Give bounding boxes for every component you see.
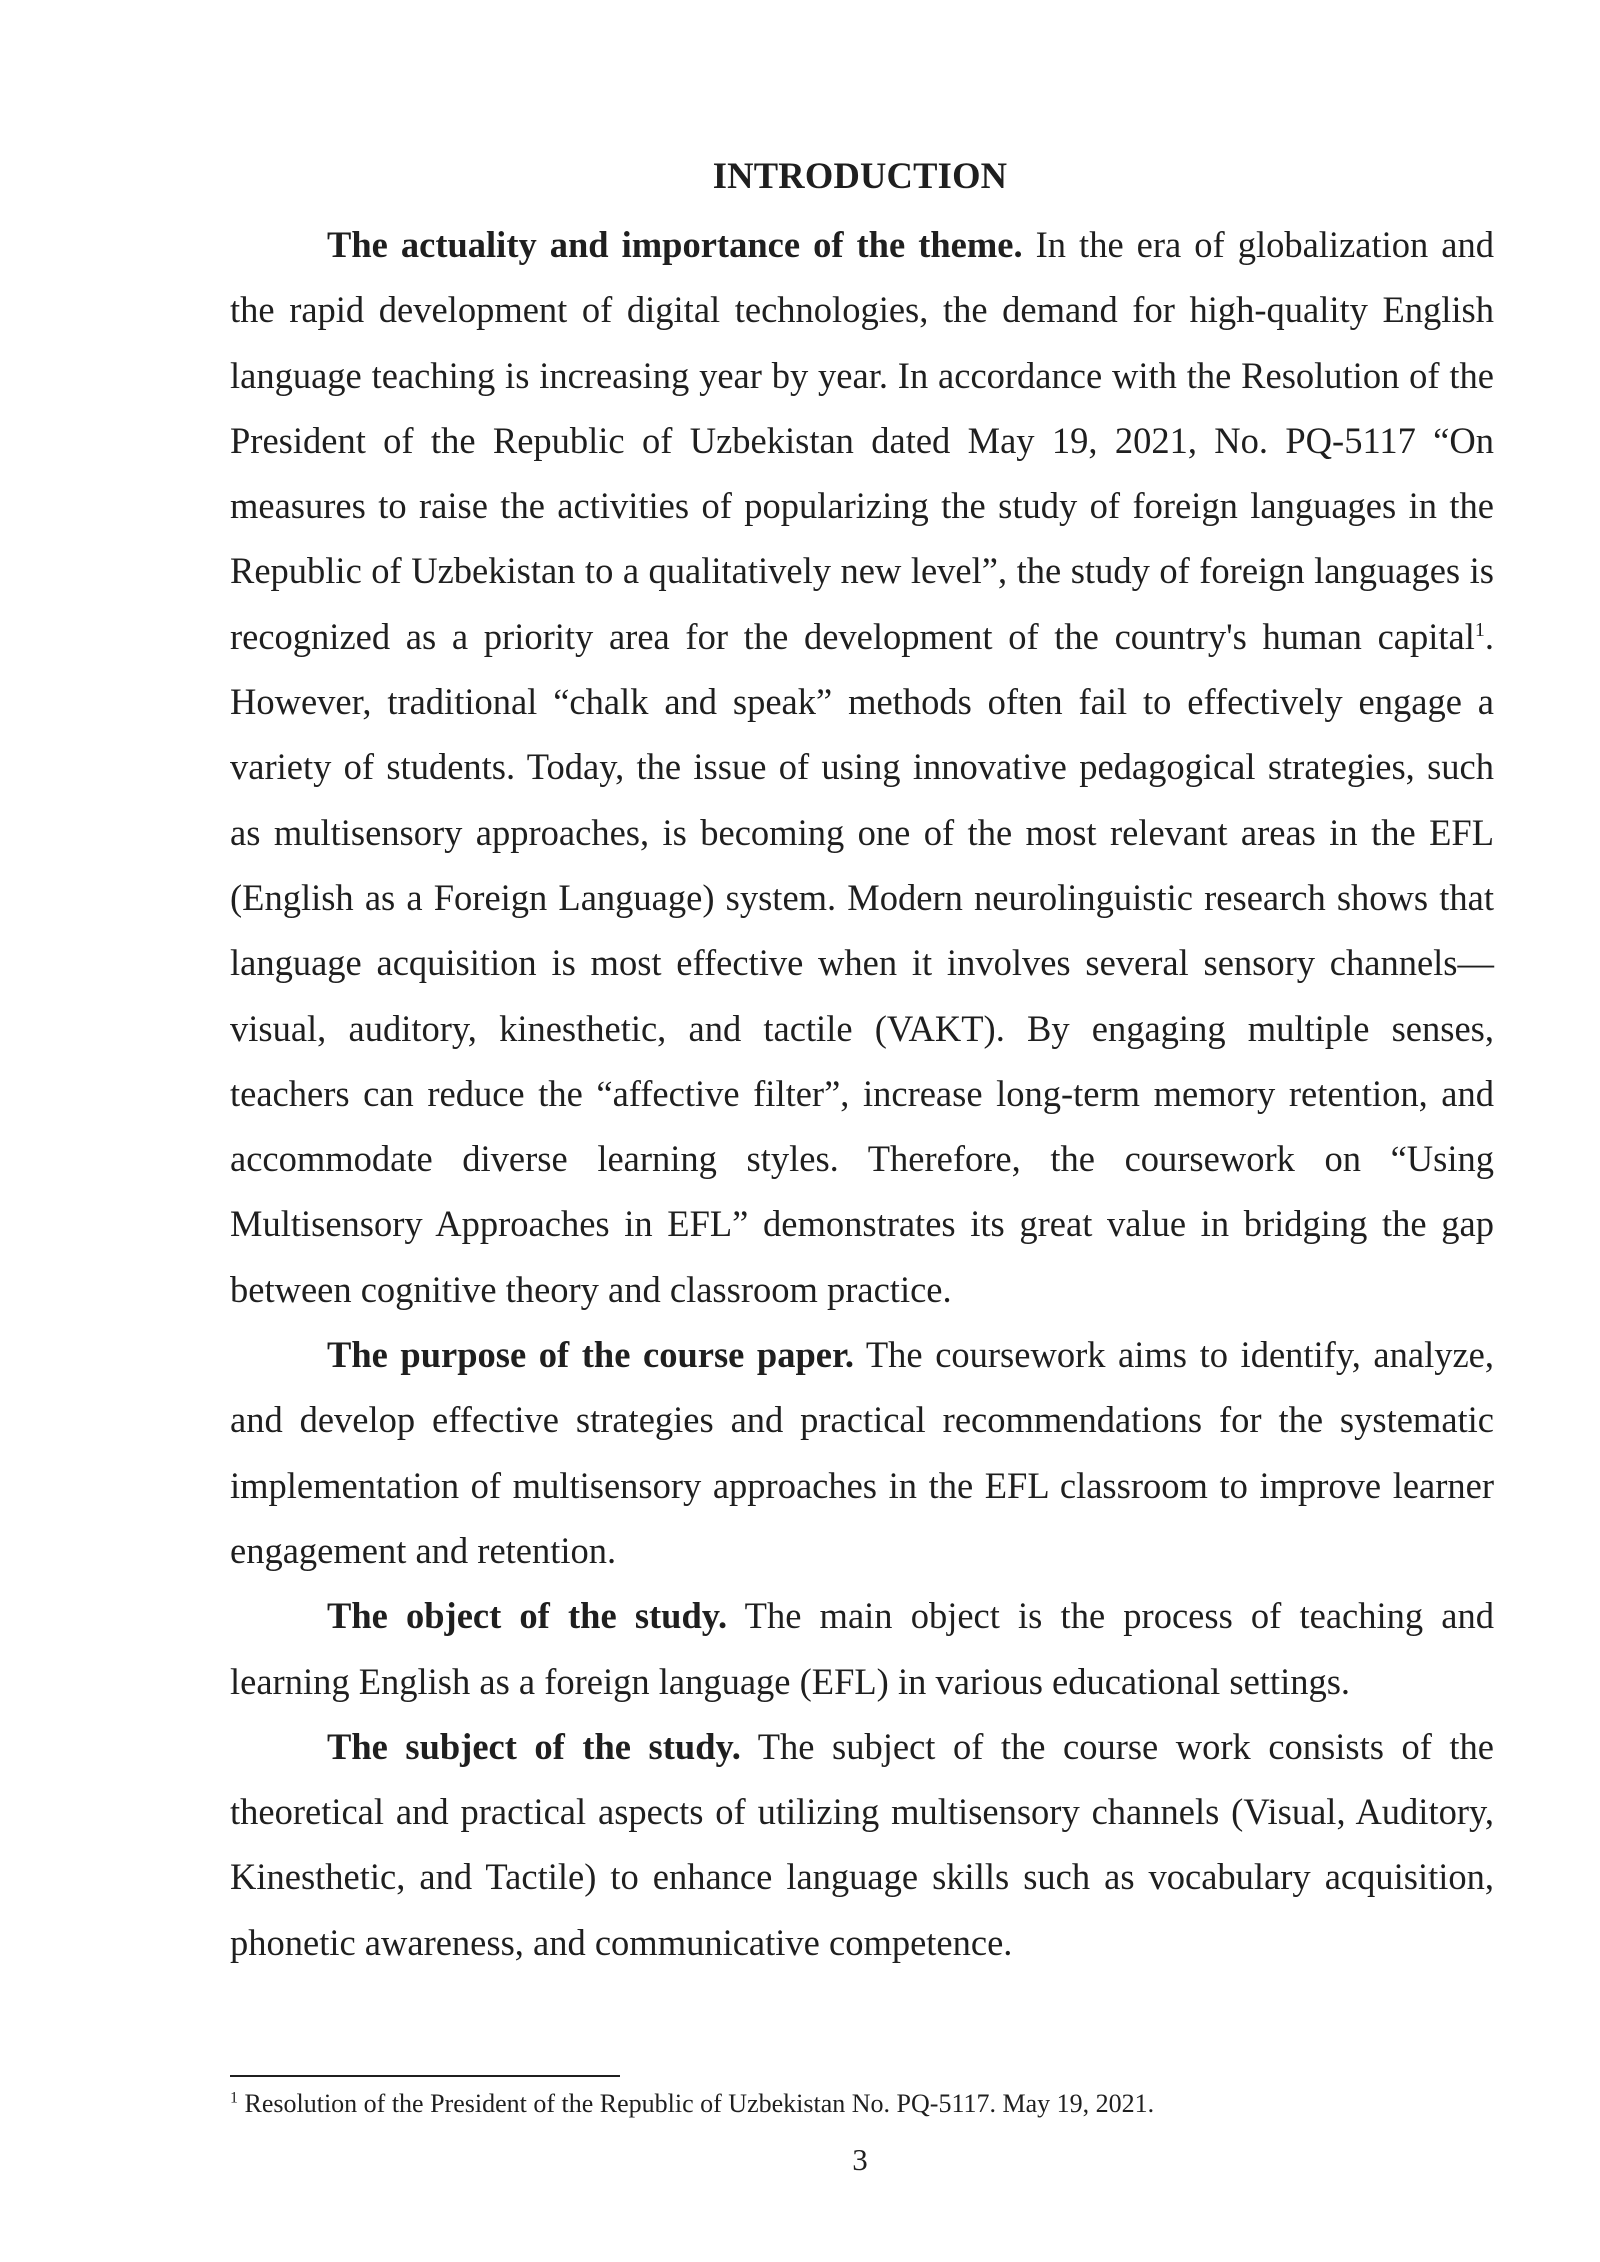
paragraph-text: The coursework aims to identify, analyze, and develop effective strategies and practical recommendations for the systematic implementation of multisensory approaches in the EFL classroom to improve learner engagement and retention.: [230, 1334, 1494, 1571]
paragraph-lead: The subject of the study.: [327, 1725, 741, 1767]
paragraph-subject: [230, 1714, 1494, 1975]
paragraph-text: The main object is the process of teaching and learning English as a foreign language (EFL) in various educational settings.: [230, 1595, 1495, 1702]
paragraph-text-continued: . However, traditional “chalk and speak” methods often fail to effectively engage a variety of students. Today, the issue of using innovative pedagogical strategies, such as multisensory approaches, is becoming one of the most relevant areas in the EFL (English as a Foreign Language) system. Modern neurolinguistic research shows that language acquisition is most effective when it involves several sensory channels—visual, auditory, kinesthetic, and tactile (VAKT). By engaging multiple senses, teachers can reduce the “affective filter”, increase long-term memory retention, and accommodate diverse learning styles. Therefore, the coursework on “Using Multisensory Approaches in EFL” demonstrates its great value in bridging the gap between cognitive theory and classroom practice.: [230, 615, 1494, 1310]
page-number: 3: [852, 2142, 868, 2177]
paragraph-object: [230, 1583, 1494, 1714]
section-heading: INTRODUCTION: [712, 155, 1008, 196]
body-text: [230, 212, 1494, 1975]
paragraph-lead: The actuality and importance of the theme.: [327, 224, 1023, 265]
footnote: [230, 2086, 1494, 2122]
footnote-reference[interactable]: 1: [1474, 618, 1485, 641]
footnote-text: Resolution of the President of the Republic of Uzbekistan No. PQ-5117. May 19, 2021.: [238, 2089, 1155, 2118]
paragraph-lead: The purpose of the course paper.: [327, 1334, 854, 1376]
paragraph-lead: The object of the study.: [327, 1595, 728, 1637]
paragraph-text: The subject of the course work consists of the theoretical and practical aspects of utilizing multisensory channels (Visual, Auditory, Kinesthetic, and Tactile) to enhance language skills such as vocabulary acquisition, phonetic awareness, and communicative competence.: [230, 1725, 1494, 1963]
footnote-marker: 1: [230, 2089, 238, 2107]
paragraph-purpose: [230, 1322, 1494, 1583]
paragraph-actuality: [230, 212, 1494, 1322]
paragraph-text: In the era of globalization and the rapid development of digital technologies, the demand for high-quality English language teaching is increasing year by year. In accordance with the Resolution of the President of the Republic of Uzbekistan dated May 19, 2021, No. PQ-5117 “On measures to raise the activities of popularizing the study of foreign languages in the Republic of Uzbekistan to a qualitatively new level”, the study of foreign languages is recognized as a priority area for the development of the country's human capital: [230, 224, 1494, 657]
footnote-separator: [230, 2075, 620, 2077]
